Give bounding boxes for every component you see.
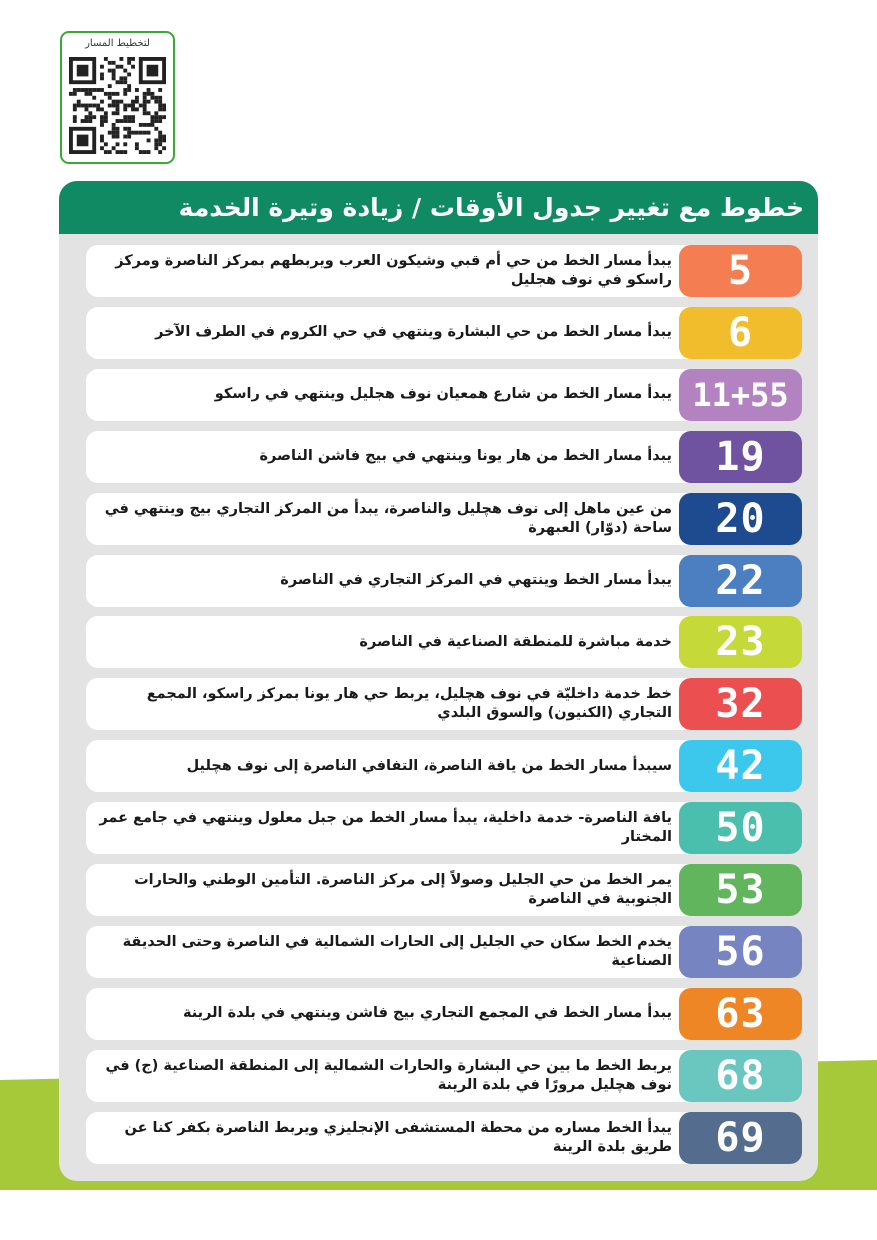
route-number-badge: 19 xyxy=(679,431,802,483)
qr-code-icon[interactable] xyxy=(69,57,166,154)
route-number-badge: 68 xyxy=(679,1050,802,1102)
route-description-text: من عين ماهل إلى نوف هچليل والناصرة، يبدأ من المركز التجاري بيج وينتهي في ساحة (دوّار) العبهرة xyxy=(104,500,672,536)
route-description xyxy=(96,431,672,483)
route-description-text: يبدأ مسار الخط من حي البشارة وينتهي في حي الكروم في الطرف الآخر xyxy=(155,324,672,341)
route-description-text: يبدأ الخط مساره من محطة المستشفى الإنجليزي ويربط الناصرة بكفر كنا عن طريق بلدة الرينة xyxy=(124,1119,672,1155)
route-row xyxy=(86,926,802,978)
route-row xyxy=(86,1050,802,1102)
route-number-badge: 32 xyxy=(679,678,802,730)
route-row xyxy=(86,369,802,421)
qr-code-card xyxy=(60,31,175,164)
route-description xyxy=(96,555,672,607)
route-description-text: يافة الناصرة- خدمة داخلية، يبدأ مسار الخط من جبل معلول وينتهي في جامع عمر المختار xyxy=(99,810,672,846)
route-description xyxy=(96,1050,672,1102)
route-description xyxy=(96,307,672,359)
route-number-badge: 11+55 xyxy=(679,369,802,421)
route-description-text: يخدم الخط سكان حي الجليل إلى الحارات الشمالية في الناصرة وحتى الحديقة الصناعية xyxy=(122,933,672,969)
route-description xyxy=(96,493,672,545)
route-description xyxy=(96,864,672,916)
route-number-badge: 23 xyxy=(679,616,802,668)
route-row xyxy=(86,740,802,792)
route-description-text: يبدأ مسار الخط من شارع همعيان نوف هجليل وينتهي في راسكو xyxy=(214,386,672,403)
route-description-text: يبدأ مسار الخط من هار يونا وينتهي في بيج فاشن الناصرة xyxy=(259,448,672,465)
route-number-badge: 69 xyxy=(679,1112,802,1164)
route-number-badge: 20 xyxy=(679,493,802,545)
route-number-badge: 56 xyxy=(679,926,802,978)
route-number-badge: 50 xyxy=(679,802,802,854)
route-description xyxy=(96,678,672,730)
route-row xyxy=(86,307,802,359)
route-description xyxy=(96,802,672,854)
route-row xyxy=(86,1112,802,1164)
route-row xyxy=(86,802,802,854)
route-description-text: يبدأ مسار الخط من حي أم قبي وشيكون العرب ويربطهم بمركز الناصرة ومركز راسكو في نوف هجليل xyxy=(115,253,672,288)
route-description-text: يمر الخط من حي الجليل وصولاً إلى مركز الناصرة. التأمين الوطني والحارات الجنوبية في الناصرة xyxy=(134,872,672,907)
route-description-text: يبدأ مسار الخط وينتهي في المركز التجاري في الناصرة xyxy=(280,572,672,588)
route-description-text: يبدأ مسار الخط في المجمع التجاري بيج فاشن وينتهي في بلدة الرينة xyxy=(182,1005,672,1022)
route-number-badge: 42 xyxy=(679,740,802,792)
route-number-badge: 6 xyxy=(679,307,802,359)
route-description xyxy=(96,740,672,792)
route-description xyxy=(96,369,672,421)
route-row xyxy=(86,431,802,483)
route-row xyxy=(86,864,802,916)
route-row xyxy=(86,245,802,297)
route-description xyxy=(96,1112,672,1164)
route-description-text: خدمة مباشرة للمنطقة الصناعية في الناصرة xyxy=(359,633,672,650)
route-description-text: خط خدمة داخليّة في نوف هچليل، يربط حي هار يونا بمركز راسكو، المجمع التجاري (الكنيون) والسوق البلدي xyxy=(146,686,672,722)
route-description xyxy=(96,245,672,297)
route-description-text: يربط الخط ما بين حي البشارة والحارات الشمالية إلى المنطقة الصناعية (ج) في نوف هچليل مرورًا في بلدة الرينة xyxy=(105,1057,672,1093)
route-description xyxy=(96,926,672,978)
route-row xyxy=(86,988,802,1040)
route-row xyxy=(86,493,802,545)
route-number-badge: 22 xyxy=(679,555,802,607)
route-description-text: سيبدأ مسار الخط من يافة الناصرة، التفافي الناصرة إلى نوف هچليل xyxy=(186,757,672,774)
route-row xyxy=(86,678,802,730)
route-description xyxy=(96,616,672,668)
route-number-badge: 63 xyxy=(679,988,802,1040)
route-row xyxy=(86,616,802,668)
route-number-badge: 53 xyxy=(679,864,802,916)
qr-caption: لتخطيط المسار xyxy=(85,38,150,49)
route-number-badge: 5 xyxy=(679,245,802,297)
routes-panel xyxy=(59,181,818,1181)
route-row xyxy=(86,555,802,607)
page-title: خطوط مع تغيير جدول الأوقات / زيادة وتيرة الخدمة xyxy=(59,181,818,234)
route-description xyxy=(96,988,672,1040)
